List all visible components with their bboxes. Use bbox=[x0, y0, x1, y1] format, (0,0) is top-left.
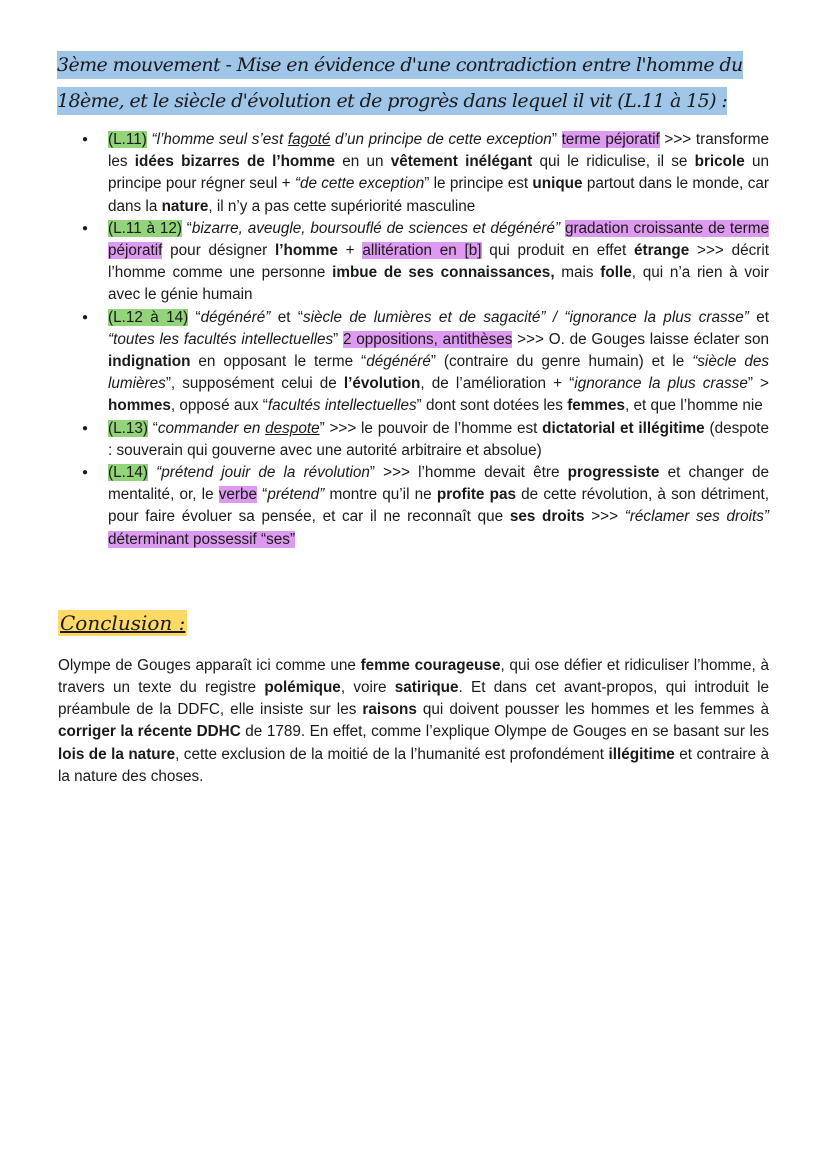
quote-text: “toutes les facultés intellectuelles bbox=[108, 330, 334, 348]
text-run: en opposant le terme “ bbox=[190, 353, 367, 371]
bold-text: unique bbox=[532, 175, 583, 193]
text-run: ” >>> l’homme devait être bbox=[369, 464, 568, 482]
text-run: , de l’amélioration + “ bbox=[420, 375, 575, 393]
line-ref-highlight: (L.12 à 14) bbox=[108, 308, 189, 326]
underlined-quote: fagoté bbox=[287, 131, 331, 148]
text-run: et contraire à la nature des choses. bbox=[58, 745, 769, 785]
quote-text: prétend” bbox=[267, 486, 325, 504]
text-run: pour désigner bbox=[162, 242, 275, 260]
section-title: 3ème mouvement - Mise en évidence d'une contradiction entre l'homme du 18ème, et le siècle d'évolution et de progrès dans lequel il vit (L.11 à 15) : bbox=[57, 47, 769, 119]
quote-text: “l’homme seul s’est bbox=[151, 131, 288, 148]
text-run: “ bbox=[181, 219, 192, 237]
line-ref-highlight: (L.11) bbox=[108, 131, 147, 148]
quote-text: “prétend jouir de la révolution bbox=[156, 464, 370, 482]
bold-text: femmes bbox=[567, 397, 626, 415]
text-run: “ bbox=[147, 419, 158, 437]
bold-text: idées bizarres de l’homme bbox=[134, 153, 335, 171]
text-run: + bbox=[337, 242, 363, 260]
quote-text: “siècle des lumières bbox=[108, 353, 769, 393]
bold-text: progressiste bbox=[567, 464, 660, 482]
bold-text: dictatorial et illégitime bbox=[542, 419, 705, 437]
quote-text: ignorance la plus crasse bbox=[574, 375, 748, 393]
text-run: >>> O. de Gouges laisse éclater son bbox=[512, 330, 769, 348]
text-run: ” (contraire du genre humain) et le bbox=[430, 353, 693, 371]
bold-text: illégitime bbox=[608, 745, 675, 763]
text-run: montre qu’il ne bbox=[324, 486, 437, 504]
list-item bbox=[108, 218, 769, 307]
text-run: de cette révolution, à son détriment, pour faire évoluer sa pensée, et car il ne reconnaît que bbox=[108, 486, 769, 526]
text-run bbox=[148, 464, 156, 481]
bold-text: femme courageuse bbox=[360, 656, 501, 674]
quote-text: commander en bbox=[157, 419, 266, 437]
list-item bbox=[108, 307, 769, 418]
bold-text: nature bbox=[161, 197, 209, 215]
text-run: en un bbox=[335, 153, 391, 171]
bold-text: polémique bbox=[264, 679, 341, 697]
bold-text: imbue de ses connaissances, bbox=[332, 264, 555, 282]
conclusion-heading: Conclusion : bbox=[60, 610, 186, 635]
quote-text: “de cette exception bbox=[294, 175, 425, 193]
text-run: Olympe de Gouges apparaît ici comme une bbox=[58, 656, 361, 674]
text-run: qui le ridiculise, il se bbox=[532, 153, 695, 171]
text-run: ” bbox=[333, 330, 344, 348]
quote-text: “réclamer ses droits” bbox=[624, 508, 769, 526]
bold-text: satirique bbox=[394, 679, 459, 697]
bold-text: l’homme bbox=[274, 242, 338, 260]
analysis-list bbox=[57, 129, 769, 551]
text-run: et “ bbox=[270, 308, 303, 326]
text-run: et bbox=[748, 308, 769, 326]
list-item bbox=[108, 462, 769, 551]
figure-highlight: déterminant possessif “ses” bbox=[108, 530, 296, 548]
bold-text: raisons bbox=[362, 701, 417, 719]
text-run: un principe pour régner seul + bbox=[108, 153, 770, 193]
quote-text: siècle de lumières et de sagacité” / “ignorance la plus crasse” bbox=[302, 308, 749, 326]
text-run: , qui n’a rien à voir avec le génie humain bbox=[108, 264, 770, 304]
figure-highlight: allitération en [b] bbox=[362, 242, 482, 260]
text-run: de 1789. En effet, comme l’explique Olympe de Gouges en se basant sur les bbox=[240, 723, 769, 741]
list-item bbox=[108, 418, 769, 462]
bold-text: vêtement inélégant bbox=[390, 153, 533, 171]
quote-text: dégénéré bbox=[366, 353, 431, 371]
text-run: >>> bbox=[584, 508, 625, 526]
quote-text: dégénéré” bbox=[200, 308, 271, 326]
bold-text: corriger la récente DDHC bbox=[58, 723, 241, 741]
text-run: . Et dans cet avant-propos, qui introduit le préambule de la DDFC, elle insiste sur les bbox=[58, 679, 769, 719]
line-ref-highlight: (L.13) bbox=[108, 419, 148, 437]
text-run: , il n’y a pas cette supériorité masculine bbox=[208, 197, 476, 215]
bold-text: folle bbox=[600, 264, 632, 282]
bold-text: l’évolution bbox=[343, 375, 421, 393]
text-run: ” >>> le pouvoir de l’homme est bbox=[319, 419, 543, 437]
bold-text: bricole bbox=[694, 153, 745, 171]
bold-text: ses droits bbox=[509, 508, 585, 526]
text-run: ” bbox=[551, 131, 562, 148]
line-ref-highlight: (L.14) bbox=[108, 464, 148, 482]
text-run: mais bbox=[554, 264, 601, 282]
text-run: ” > bbox=[747, 375, 769, 393]
text-run: , voire bbox=[340, 679, 395, 697]
conclusion-paragraph bbox=[58, 655, 769, 788]
text-run: (despote : souverain qui gouverne avec une autorité arbitraire et absolue) bbox=[108, 419, 769, 459]
quote-text: facultés intellectuelles bbox=[267, 397, 417, 415]
text-run: “ bbox=[188, 308, 201, 326]
bold-text: lois de la nature bbox=[58, 745, 176, 763]
bold-text: étrange bbox=[634, 242, 690, 260]
figure-highlight: verbe bbox=[218, 486, 258, 504]
bold-text: hommes bbox=[108, 397, 171, 415]
bold-text: profite pas bbox=[436, 486, 516, 504]
bold-text: indignation bbox=[108, 353, 191, 371]
text-run: partout dans le monde, car dans la bbox=[108, 175, 769, 215]
underlined-quote: despote bbox=[265, 419, 320, 437]
text-run: et changer de mentalité, or, le bbox=[108, 464, 769, 504]
text-run: >>> décrit l’homme comme une personne bbox=[108, 242, 769, 282]
text-run: >>> transforme les bbox=[108, 131, 769, 171]
quote-text: bizarre, aveugle, boursouflé de sciences et dégénéré” bbox=[191, 219, 561, 237]
text-run: , et que l’homme nie bbox=[625, 397, 763, 415]
text-run: “ bbox=[257, 486, 268, 504]
text-run: , opposé aux “ bbox=[170, 397, 268, 415]
quote-text: d’un principe de cette exception bbox=[330, 131, 552, 148]
text-run: ” dont sont dotées les bbox=[416, 397, 568, 415]
text-run: , cette exclusion de la moitié de la l’humanité est profondément bbox=[175, 745, 609, 763]
figure-highlight: 2 oppositions, antithèses bbox=[343, 330, 513, 348]
text-run: ”, supposément celui de bbox=[165, 375, 344, 393]
list-item bbox=[108, 129, 769, 218]
figure-highlight: terme péjoratif bbox=[561, 131, 660, 148]
figure-highlight: gradation croissante de terme péjoratif bbox=[108, 219, 770, 260]
text-run: qui doivent pousser les hommes et les femmes à bbox=[416, 701, 769, 719]
text-run: qui produit en effet bbox=[481, 242, 635, 260]
line-ref-highlight: (L.11 à 12) bbox=[108, 219, 182, 237]
text-run: ” le principe est bbox=[424, 175, 533, 193]
text-run: , qui ose défier et ridiculiser l’homme, à travers un texte du registre bbox=[58, 656, 769, 697]
